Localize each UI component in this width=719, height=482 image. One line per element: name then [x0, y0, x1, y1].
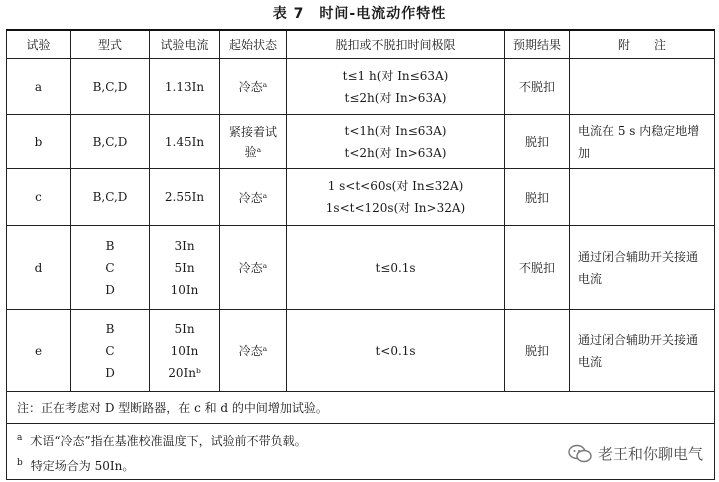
cell-test: c — [7, 169, 71, 226]
cell-note — [570, 169, 715, 226]
cell-limits — [287, 169, 505, 226]
watermark — [564, 441, 707, 466]
type-line: C — [105, 343, 115, 358]
cell-result: 脱扣 — [505, 310, 570, 392]
limit-line: 1 s<t<60s(对 In≤32A) — [327, 179, 464, 193]
header-current: 试验电流 — [150, 30, 220, 59]
current-line: 5In — [174, 321, 195, 336]
current-line: 3In — [174, 238, 195, 253]
cell-current — [150, 115, 220, 169]
cell-test: a — [7, 59, 71, 115]
chat-bubble-icon — [568, 444, 592, 464]
cell-test: b — [7, 115, 71, 169]
table-title: 表 7 时间-电流动作特性 — [272, 6, 447, 22]
table-note: 注：正在考虑对 D 型断路器，在 c 和 d 的中间增加试验。 — [7, 392, 715, 424]
header-test: 试验 — [7, 30, 71, 59]
cell-note: 通过闭合辅助开关接通电流 — [570, 310, 715, 392]
cell-note: 通过闭合辅助开关接通电流 — [570, 226, 715, 310]
cell-note — [570, 59, 715, 115]
cell-type — [71, 169, 150, 226]
header-type: 型式 — [71, 30, 150, 59]
cell-state: 冷态ᵃ — [220, 310, 287, 392]
current-line: 5In — [174, 260, 195, 275]
cell-current — [150, 59, 220, 115]
type-line: B — [105, 238, 115, 253]
table-row — [7, 169, 715, 226]
cell-state: 冷态ᵃ — [220, 169, 287, 226]
current-line: 20Inᵇ — [168, 365, 201, 380]
header-state: 起始状态 — [220, 30, 287, 59]
cell-type — [71, 226, 150, 310]
footnote-mark: b — [17, 457, 23, 468]
cell-result: 不脱扣 — [505, 59, 570, 115]
cell-result: 不脱扣 — [505, 226, 570, 310]
header-limits: 脱扣或不脱扣时间极限 — [287, 30, 505, 59]
limit-line: t≤2h(对 In>63A) — [344, 90, 447, 105]
cell-note: 电流在 5 s 内稳定地增加 — [570, 115, 715, 169]
footnote-text: 术语“冷态”指在基准校准温度下，试验前不带负载。 — [30, 433, 307, 448]
table-row — [7, 226, 715, 310]
limit-line: t≤1 h(对 In≤63A) — [342, 68, 449, 83]
limit-line: 1s<t<120s(对 In>32A) — [325, 201, 466, 215]
cell-current — [150, 169, 220, 226]
table-row — [7, 115, 715, 169]
type-line: B,C,D — [92, 79, 128, 94]
cell-limits — [287, 115, 505, 169]
type-line: C — [105, 260, 115, 275]
header-row — [7, 30, 715, 59]
current-line: 10In — [170, 282, 199, 297]
cell-test: d — [7, 226, 71, 310]
table-row — [7, 59, 715, 115]
type-line: B,C,D — [92, 134, 128, 149]
footnote-mark: a — [17, 432, 23, 443]
current-line: 2.55In — [164, 190, 205, 204]
cell-current — [150, 226, 220, 310]
cell-type — [71, 310, 150, 392]
type-line: D — [105, 365, 115, 380]
type-line: B — [105, 321, 115, 336]
current-line: 1.13In — [164, 79, 205, 94]
table-note-row — [7, 392, 715, 424]
cell-test: e — [7, 310, 71, 392]
header-result: 预期结果 — [505, 30, 570, 59]
cell-state: 紧接着试验ᵃ — [220, 115, 287, 169]
cell-current — [150, 310, 220, 392]
header-note: 附 注 — [570, 30, 715, 59]
cell-state: 冷态ᵃ — [220, 226, 287, 310]
cell-result: 脱扣 — [505, 115, 570, 169]
limit-line: t<2h(对 In>63A) — [344, 145, 447, 160]
time-current-table — [6, 29, 715, 480]
limit-line: t<0.1s — [375, 343, 416, 358]
cell-type — [71, 115, 150, 169]
limit-line: t<1h(对 In≤63A) — [344, 123, 447, 138]
watermark-text: 老王和你聊电气 — [597, 445, 703, 463]
cell-state: 冷态ᵃ — [220, 59, 287, 115]
cell-limits — [287, 59, 505, 115]
cell-limits — [287, 310, 505, 392]
footnote-text: 特定场合为 50In。 — [30, 458, 135, 473]
cell-type — [71, 59, 150, 115]
limit-line: t≤0.1s — [375, 260, 416, 275]
type-line: B,C,D — [92, 190, 128, 204]
cell-result: 脱扣 — [505, 169, 570, 226]
type-line: D — [105, 282, 115, 297]
cell-limits — [287, 226, 505, 310]
current-line: 10In — [170, 343, 199, 358]
table-row — [7, 310, 715, 392]
current-line: 1.45In — [164, 134, 205, 149]
